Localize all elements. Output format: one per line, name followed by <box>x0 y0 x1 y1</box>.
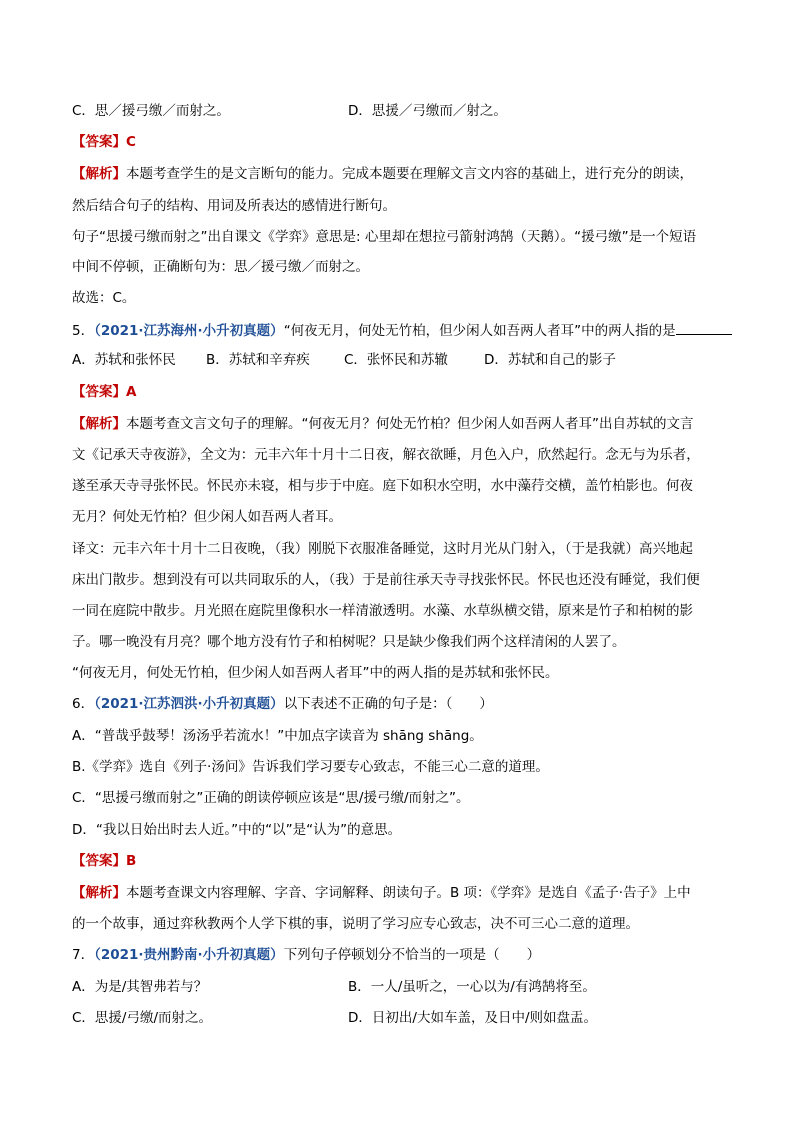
note-line: 中间不停顿，正确断句为：思／援弓缴／而射之。 <box>72 259 369 275</box>
analysis-line: 的一个故事，通过弈秋教两个人学下棋的事，说明了学习应专心致志，决不可三心二意的道理。 <box>72 916 639 932</box>
question-number: 5． <box>72 323 95 339</box>
question-text: “何夜无月，何处无竹柏，但少闲人如吾两人者耳”中的两人指的是 <box>283 323 676 339</box>
analysis-line: 文《记承天寺夜游》，全文为：元丰六年十月十二日夜，解衣欲睡，月色入户，欣然起行。念无与为乐者， <box>72 447 700 463</box>
note-line: 句子“思援弓缴而射之”出自课文《学弈》意思是: 心里却在想拉弓箭射鸿鹄（天鹅）。“援弓缴”是一个短语 <box>72 229 697 245</box>
answer-label: 【答案】 <box>72 384 126 400</box>
analysis-line: 无月？何处无竹柏？但少闲人如吾两人者耳。 <box>72 509 342 525</box>
answer-label: 【答案】 <box>72 853 126 869</box>
question-7-options-row-1 <box>72 977 732 997</box>
analysis-line: 【解析】本题考查文言文句子的理解。“何夜无月？何处无竹柏？但少闲人如吾两人者耳”出自苏轼的文言 <box>72 416 694 432</box>
option-c: C．张怀民和苏辙 <box>344 352 448 368</box>
prev-options-row <box>72 101 732 121</box>
option-d: D．日初出/大如车盖，及日中/则如盘盂。 <box>348 1010 597 1026</box>
question-number: 7． <box>72 947 95 963</box>
analysis-line: 然后结合句子的结构、用词及所表达的感情进行断句。 <box>72 198 396 214</box>
option-b: B.《学弈》选自《列子·汤问》告诉我们学习要专心致志，不能三心二意的道理。 <box>72 759 549 775</box>
option-a: A．“普哉乎鼓琴！汤汤乎若流水！”中加点字读音为 shāng shāng。 <box>72 728 483 744</box>
analysis-line: 【解析】本题考查课文内容理解、字音、字词解释、朗读句子。B 项：《学弈》是选自《孟子·告子》上中 <box>72 885 691 901</box>
option-c: C．思／援弓缴／而射之。 <box>72 103 230 119</box>
note-line: 故选：C。 <box>72 290 136 306</box>
answer-row <box>72 851 732 871</box>
analysis-label: 【解析】 <box>72 885 126 901</box>
question-text: 下列句子停顿划分不恰当的一项是（ ） <box>283 947 541 963</box>
option-b: B．苏轼和辛弃疾 <box>206 352 310 368</box>
question-7-stem <box>72 945 732 965</box>
question-5-stem <box>72 320 732 341</box>
question-7-options-row-2 <box>72 1008 732 1028</box>
answer-value: C <box>126 134 136 150</box>
question-source: （2021·贵州黔南·小升初真题） <box>94 947 284 963</box>
question-source: （2021·江苏泗洪·小升初真题） <box>94 696 284 712</box>
answer-blank <box>676 320 732 335</box>
question-6-stem <box>72 694 732 714</box>
option-c: C．“思援弓缴而射之”正确的朗读停顿应该是“思/援弓缴/而射之”。 <box>72 790 470 806</box>
question-source: （2021·江苏海州·小升初真题） <box>94 323 284 339</box>
translation-line: 子。哪一晚没有月亮？哪个地方没有竹子和柏树呢？只是缺少像我们两个这样清闲的人罢了。 <box>72 634 626 650</box>
question-number: 6． <box>72 696 95 712</box>
option-d: D．“我以日始出时去人近。”中的“以”是“认为”的意思。 <box>72 822 402 838</box>
answer-label: 【答案】 <box>72 134 126 150</box>
translation-line: 床出门散步。想到没有可以共同取乐的人，（我）于是前往承天寺寻找张怀民。怀民也还没有睡觉，我们便 <box>72 572 700 588</box>
analysis-label: 【解析】 <box>72 416 126 432</box>
translation-line: “何夜无月，何处无竹柏，但少闲人如吾两人者耳”中的两人指的是苏轼和张怀民。 <box>72 665 559 681</box>
option-a: A．苏轼和张怀民 <box>72 352 176 368</box>
question-5-options <box>72 350 732 370</box>
answer-value: A <box>126 384 137 400</box>
option-c: C．思援/弓缴/而射之。 <box>72 1010 213 1026</box>
answer-value: B <box>126 853 137 869</box>
translation-line: 译文：元丰六年十月十二日夜晚，（我）刚脱下衣服准备睡觉，这时月光从门射入，（于是我就）高兴地起 <box>72 541 693 557</box>
analysis-line: 遂至承天寺寻张怀民。怀民亦未寝，相与步于中庭。庭下如积水空明，水中藻荇交横，盖竹柏影也。何夜 <box>72 478 693 494</box>
answer-row <box>72 382 732 402</box>
translation-line: 一同在庭院中散步。月光照在庭院里像积水一样清澈透明。水藻、水草纵横交错，原来是竹子和柏树的影 <box>72 603 693 619</box>
answer-row <box>72 132 732 152</box>
option-a: A．为是/其智弗若与？ <box>72 979 208 995</box>
analysis-label: 【解析】 <box>72 166 126 182</box>
analysis-line: 【解析】本题考查学生的是文言断句的能力。完成本题要在理解文言文内容的基础上，进行充分的朗读， <box>72 166 693 182</box>
option-d: D．苏轼和自己的影子 <box>484 352 616 368</box>
option-d: D．思援／弓缴而／射之。 <box>348 103 507 119</box>
option-b: B．一人/虽听之，一心以为/有鸿鹄将至。 <box>348 979 596 995</box>
question-text: 以下表述不正确的句子是：（ ） <box>283 696 493 712</box>
